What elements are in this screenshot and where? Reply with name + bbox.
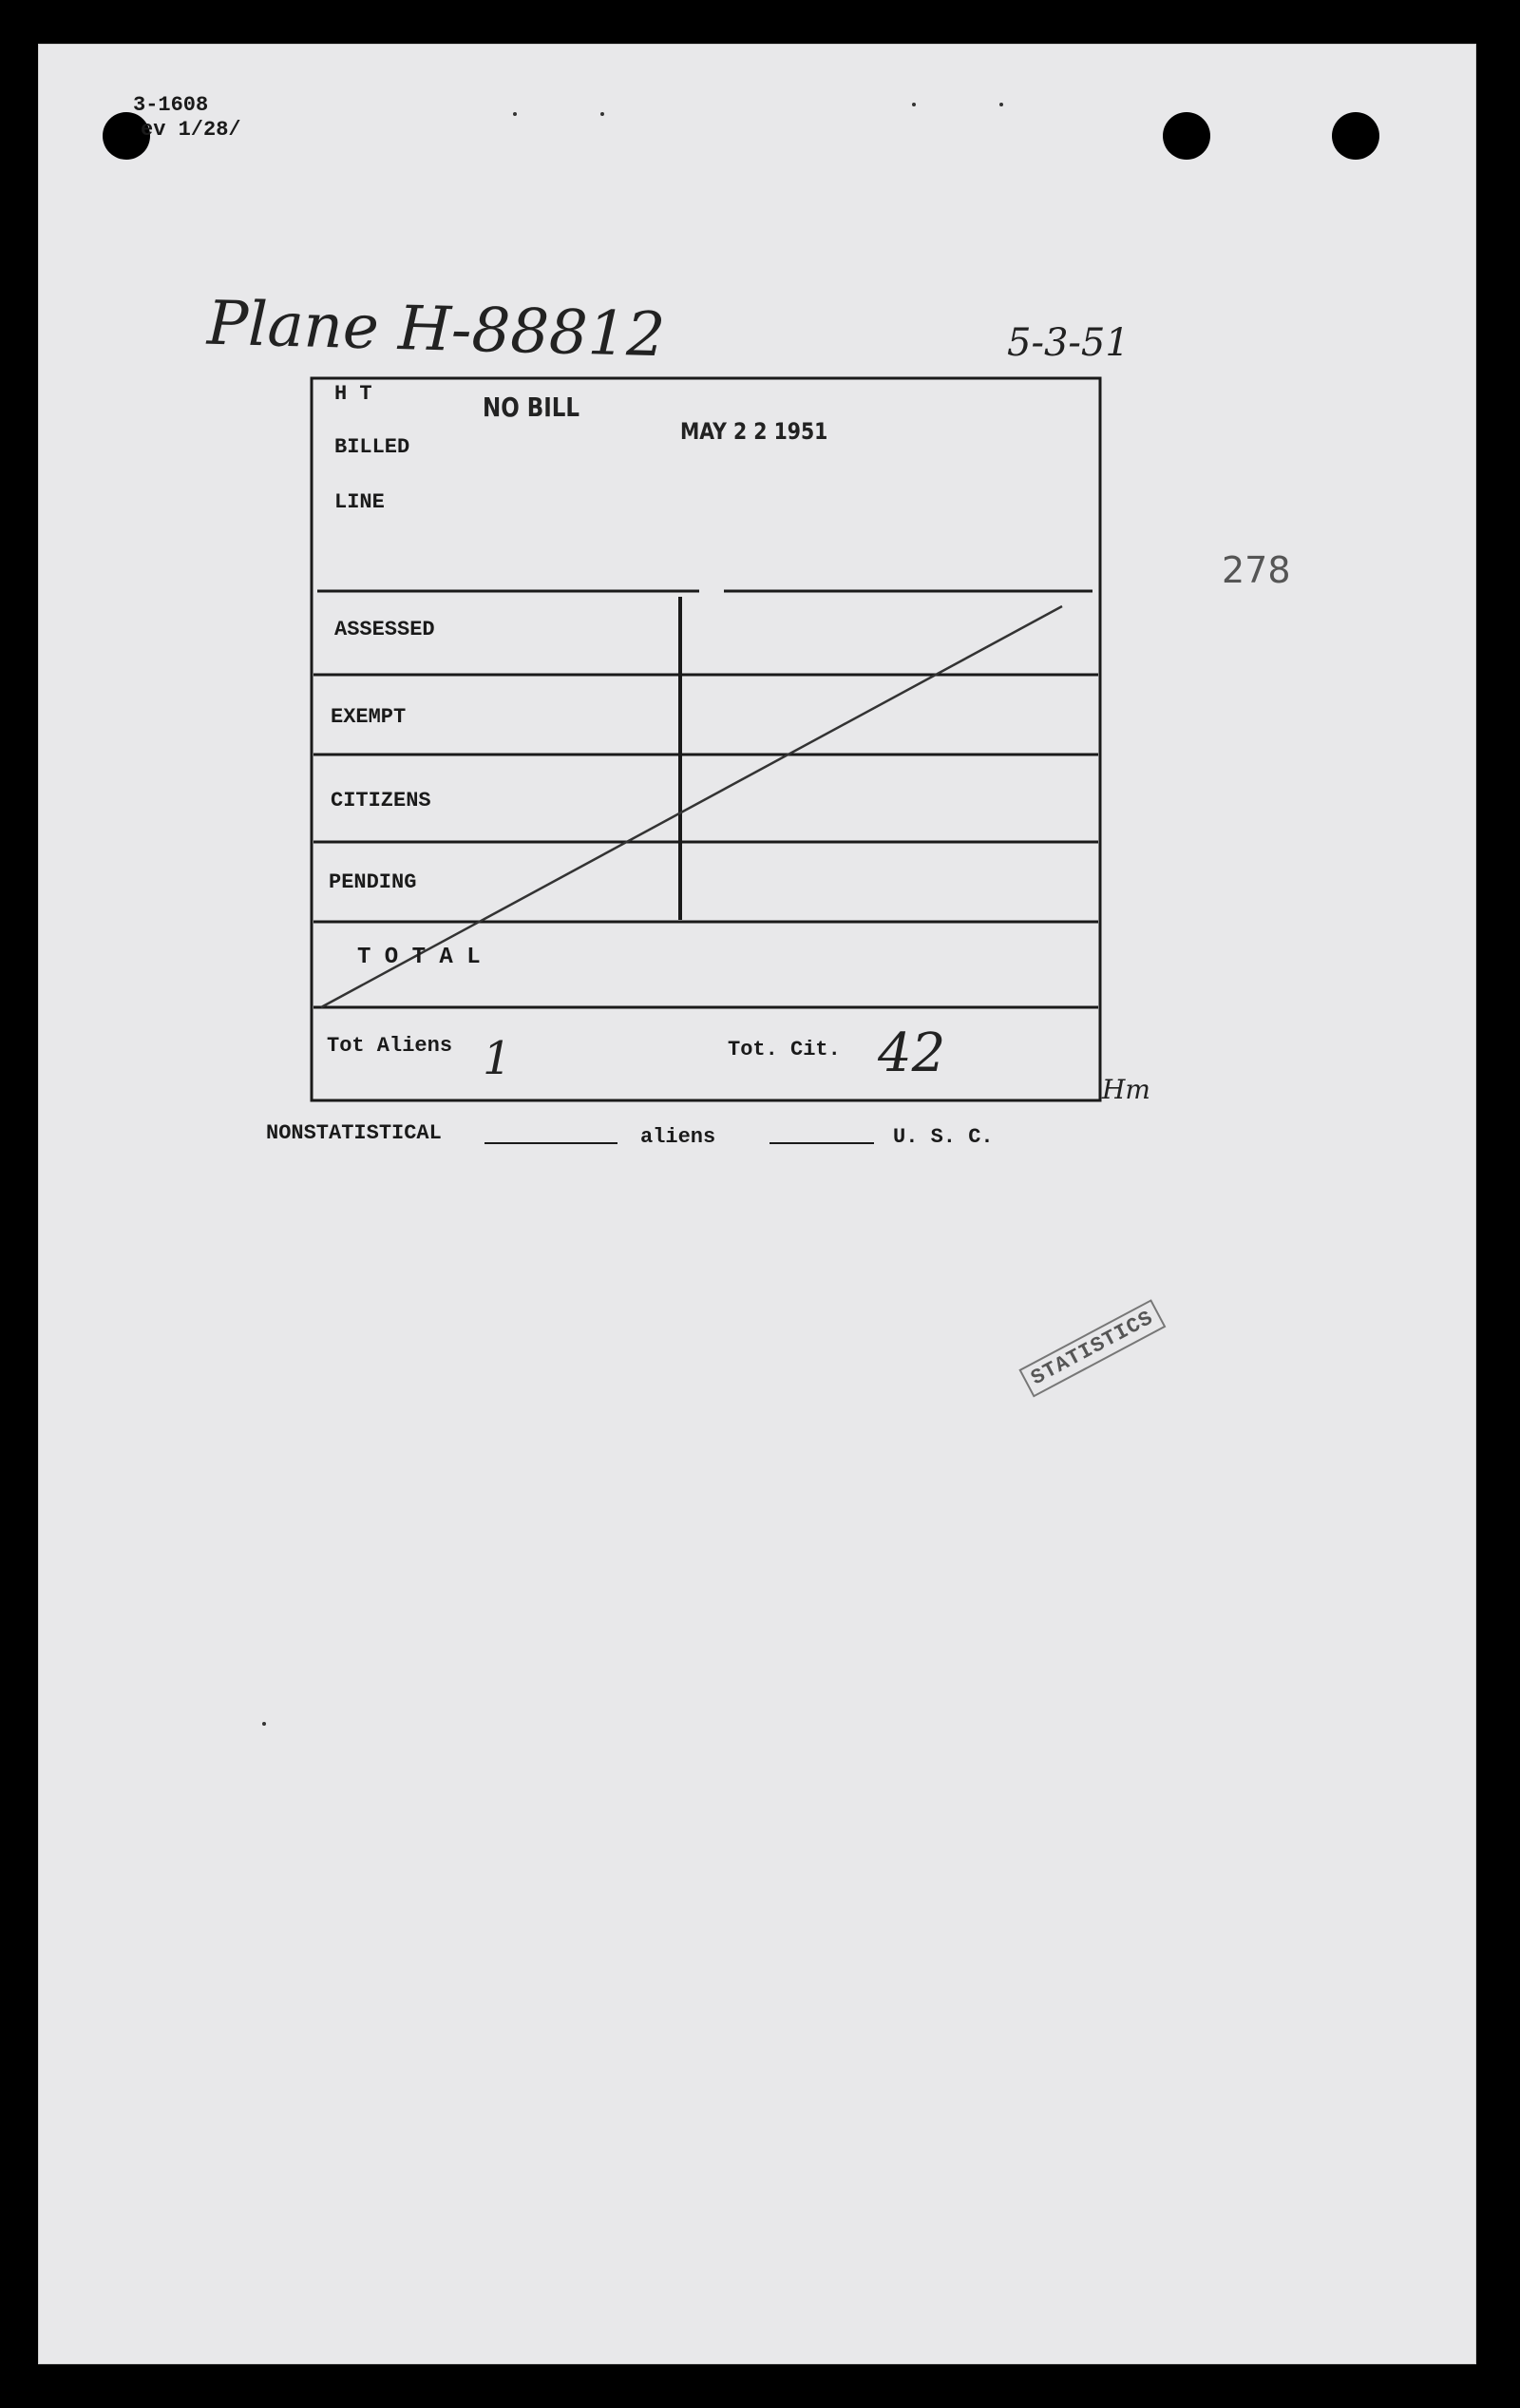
handwritten-initials: Hm bbox=[1102, 1074, 1150, 1105]
row-label-ht: H T bbox=[334, 382, 372, 406]
speck bbox=[513, 112, 517, 116]
row-label-line: LINE bbox=[334, 490, 385, 514]
nonstatistical-label: NONSTATISTICAL bbox=[266, 1121, 442, 1145]
row-label-billed: BILLED bbox=[334, 435, 410, 459]
speck bbox=[999, 103, 1003, 106]
total-citizens-value: 42 bbox=[878, 1022, 946, 1084]
nonstatistical-aliens-label: aliens bbox=[640, 1125, 716, 1149]
row-label-exempt: EXEMPT bbox=[331, 705, 407, 729]
row-label-pending: PENDING bbox=[329, 870, 417, 894]
handwritten-heading: Plane H-88812 bbox=[206, 288, 667, 372]
row-label-assessed: ASSESSED bbox=[334, 618, 435, 641]
speck bbox=[912, 103, 916, 106]
total-aliens-value: 1 bbox=[483, 1032, 512, 1085]
no-bill-stamp: NO BILL bbox=[483, 392, 580, 423]
total-citizens-label: Tot. Cit. bbox=[728, 1038, 841, 1061]
nonstatistical-usc-label: U. S. C. bbox=[893, 1125, 994, 1149]
speck bbox=[262, 1722, 266, 1726]
total-aliens-label: Tot Aliens bbox=[327, 1034, 453, 1058]
form-number: 3-1608 bbox=[133, 93, 209, 117]
date-received-stamp: MAY 2 2 1951 bbox=[680, 418, 828, 445]
row-label-citizens: CITIZENS bbox=[331, 789, 431, 812]
speck bbox=[600, 112, 604, 116]
nonstatistical-aliens-blank bbox=[484, 1142, 618, 1144]
nonstatistical-usc-blank bbox=[770, 1142, 874, 1144]
form-revision: ev 1/28/ bbox=[141, 118, 241, 142]
statistics-stamp-text: STATISTICS bbox=[1018, 1299, 1166, 1397]
side-number: 278 bbox=[1222, 549, 1291, 591]
handwritten-date: 5-3-51 bbox=[1007, 321, 1130, 365]
row-label-total: T O T A L bbox=[357, 945, 481, 970]
